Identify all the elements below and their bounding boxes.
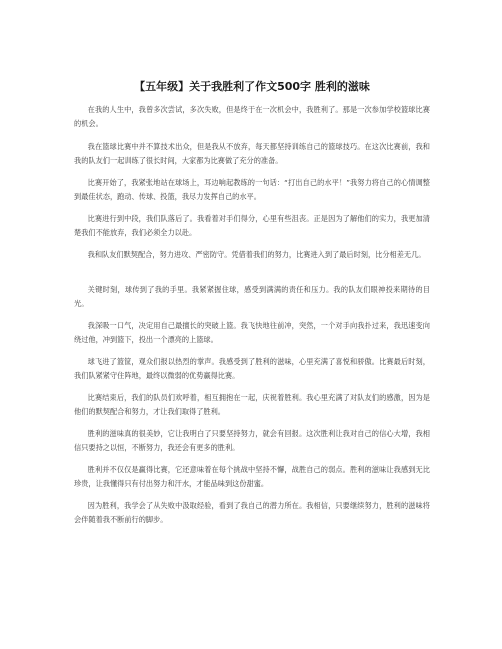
paragraph: 在我的人生中，我曾多次尝试，多次失败，但是终于在一次机会中，我胜利了。那是一次参加学校篮球比赛的机会。 [74, 105, 430, 128]
paragraph: 胜利并不仅仅是赢得比赛，它还意味着在每个挑战中坚持不懈，战胜自己的弱点。胜利的滋味让我感到无比珍贵，让我懂得只有付出努力和汗水，才能品味到这份甜蜜。 [74, 465, 430, 488]
paragraph: 我和队友们默契配合，努力进攻、严密防守。凭借着我们的努力，比赛进入到了最后时刻，比分相差无几。 [87, 250, 426, 259]
paragraph: 因为胜利，我学会了从失败中汲取经验，看到了我自己的潜力所在。我相信，只要继续努力，胜利的滋味将会伴随着我不断前行的脚步。 [74, 501, 430, 524]
paragraph: 我深吸一口气，决定用自己最擅长的突破上篮。我飞快地往前冲，突然，一个对手向我扑过来，我迅速变向绕过他，冲到篮下，投出一个漂亮的上篮球。 [74, 321, 430, 344]
document-title: 【五年级】关于我胜利了作文500字 胜利的滋味 [134, 80, 370, 93]
paragraph: 球飞进了篮筐，观众们报以热烈的掌声。我感受到了胜利的滋味，心里充满了喜悦和骄傲。比赛最后时刻，我们队紧紧守住阵地，最终以微弱的优势赢得比赛。 [74, 357, 430, 380]
paragraph: 比赛结束后，我们的队员们欢呼着，相互拥抱在一起，庆祝着胜利。我心里充满了对队友们的感激，因为是他们的默契配合和努力，才让我们取得了胜利。 [74, 393, 430, 416]
paragraph: 比赛进行到中段，我们队落后了。我看着对手们得分，心里有些沮丧。正是因为了解他们的实力，我更加清楚我们不能放弃，我们必须全力以赴。 [74, 214, 430, 237]
paragraph: 我在篮球比赛中并不算技术出众，但是我从不放弃，每天都坚持训练自己的篮球技巧。在这次比赛前，我和我的队友们一起训练了很长时间，大家都为比赛做了充分的准备。 [74, 142, 430, 165]
paragraph: 比赛开始了，我紧张地站在球场上，耳边响起教练的一句话：“打出自己的水平！”我努力将自己的心情调整到最佳状态，跑动、传球、投篮，我尽力发挥自己的水平。 [74, 178, 430, 201]
paragraph: 关键时刻，球传到了我的手里。我紧紧握住球，感受到满满的责任和压力。我的队友们眼神投来期待的目光。 [74, 285, 430, 308]
paragraph: 胜利的滋味真的很美妙，它让我明白了只要坚持努力，就会有回报。这次胜利让我对自己的信心大增，我相信只要持之以恒，不断努力，我还会有更多的胜利。 [74, 429, 430, 452]
